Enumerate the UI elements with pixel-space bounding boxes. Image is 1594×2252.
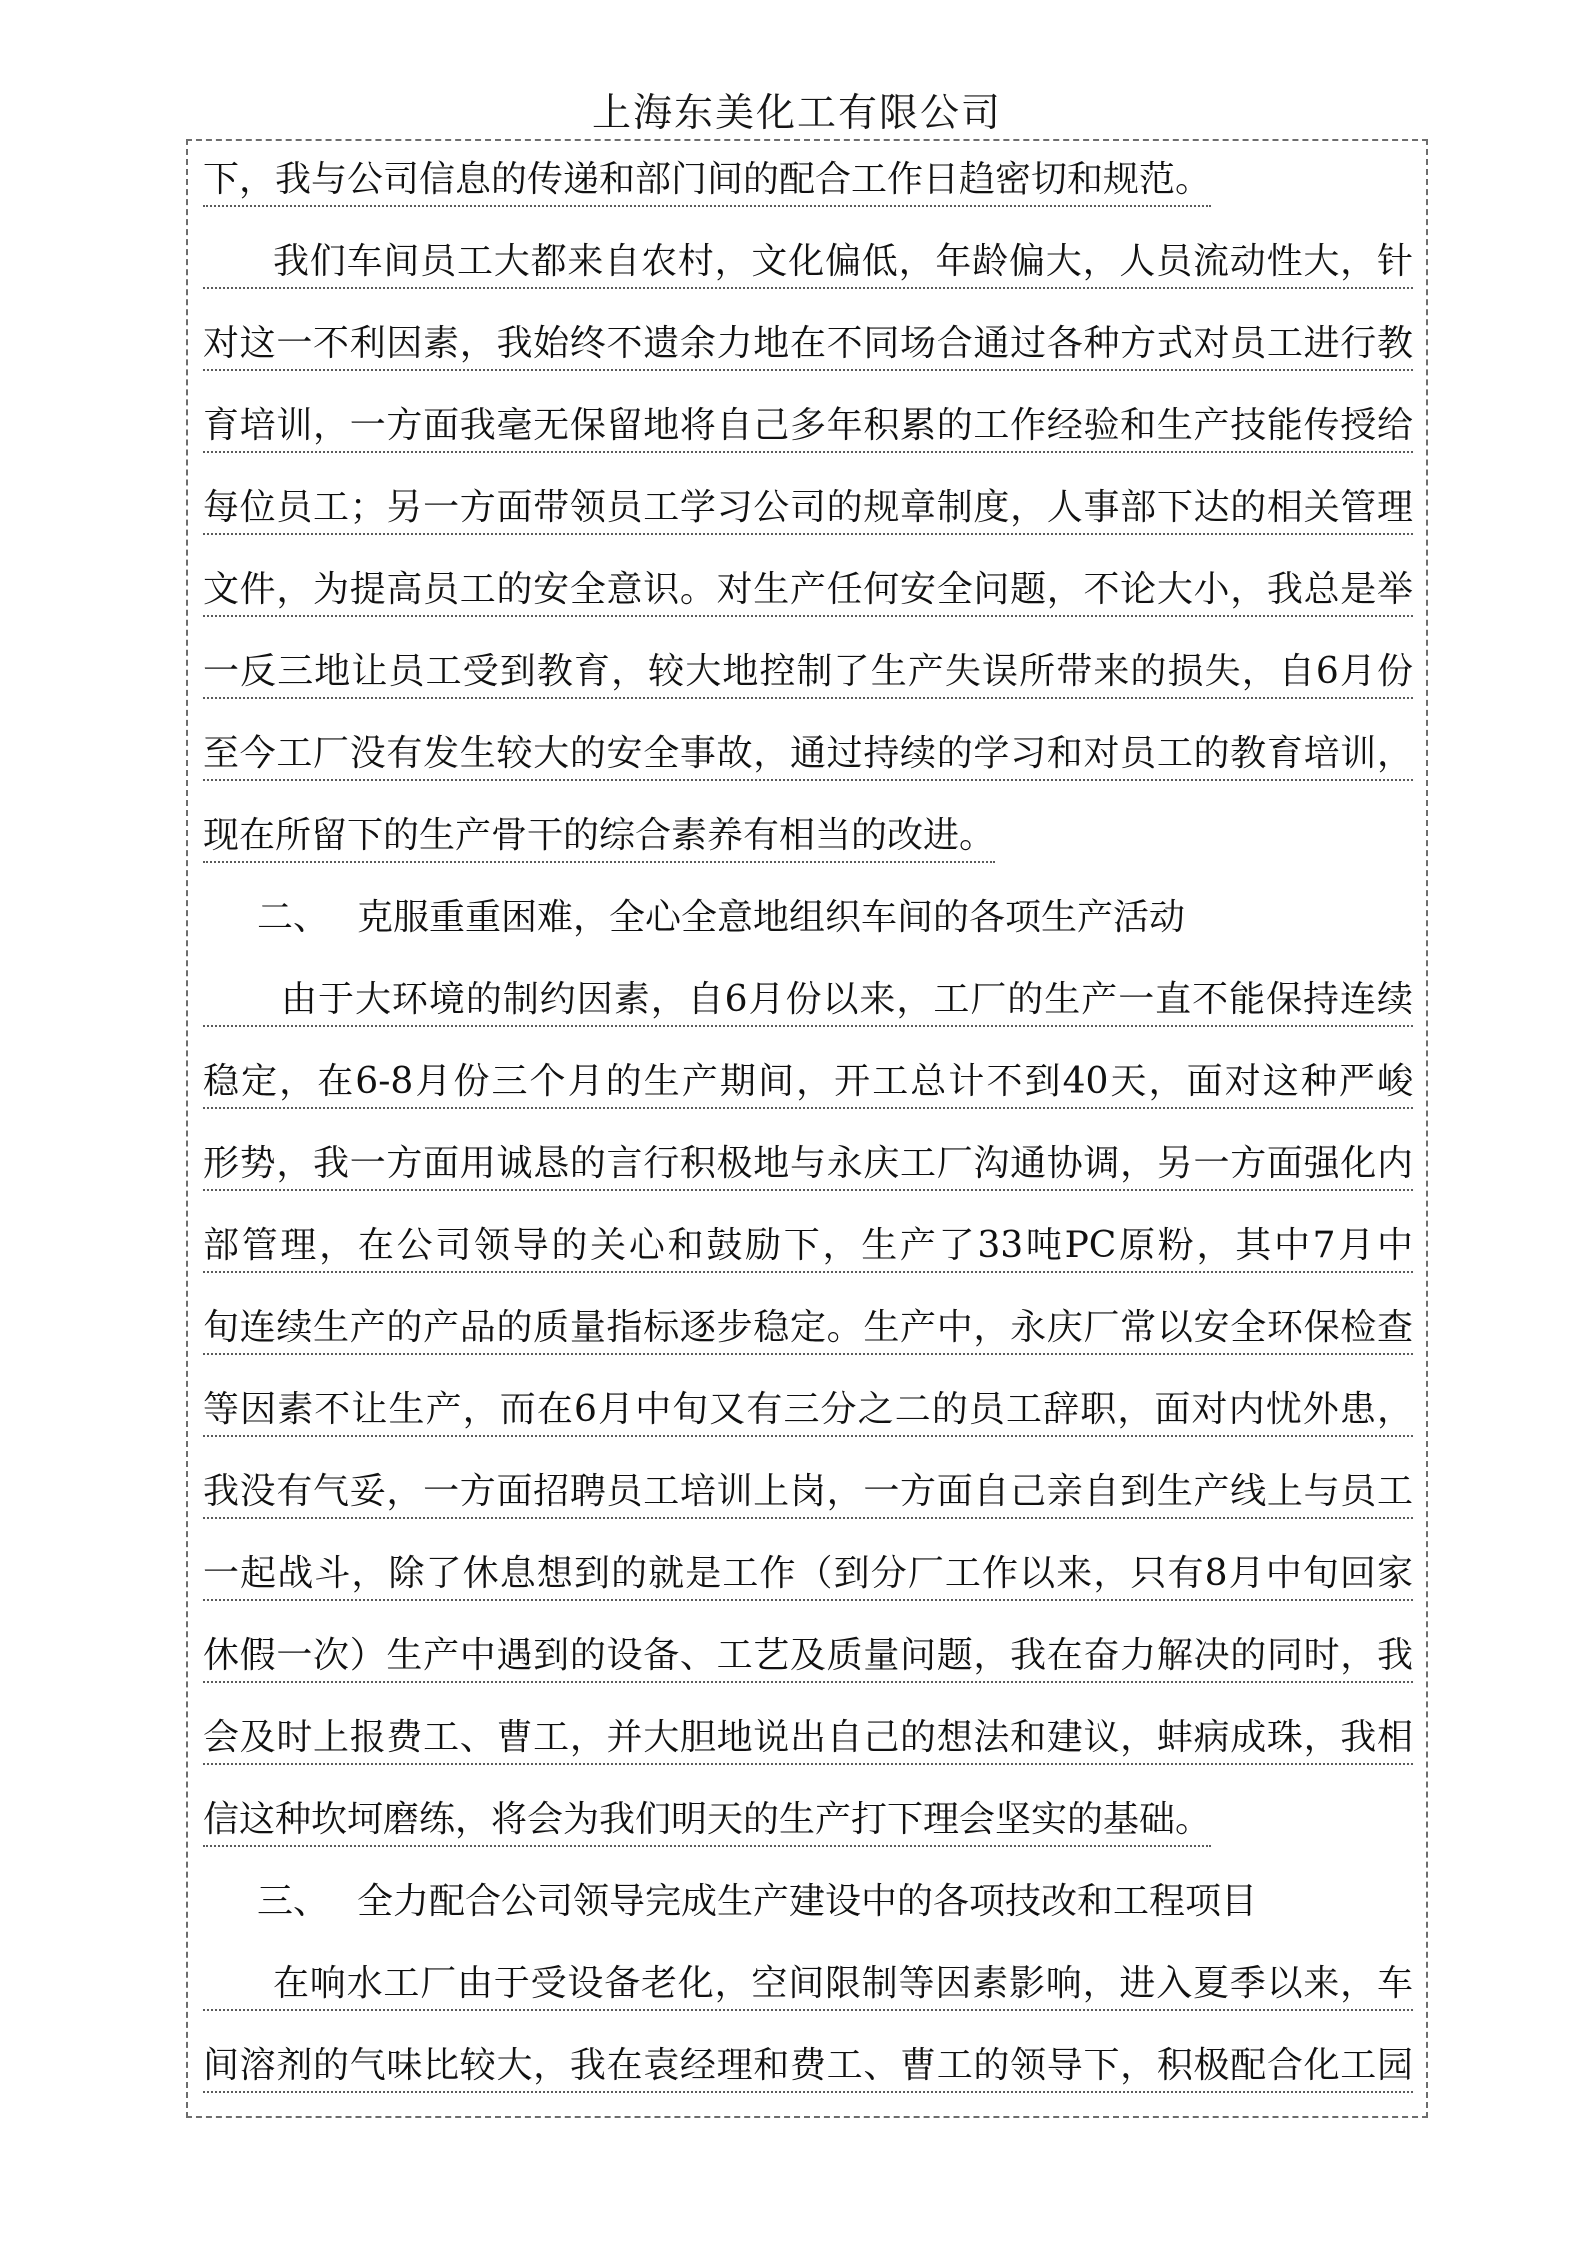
section-title: 克服重重困难，全心全意地组织车间的各项生产活动 (357, 897, 1186, 938)
text-line: 部管理，在公司领导的关心和鼓励下，生产了33吨PC原粉，其中7月中 (203, 1221, 1413, 1273)
section-number: 三、 (257, 1881, 330, 1922)
text-line: 休假一次）生产中遇到的设备、工艺及质量问题，我在奋力解决的同时，我 (203, 1631, 1413, 1683)
text-line: 至今工厂没有发生较大的安全事故，通过持续的学习和对员工的教育培训， (203, 729, 1413, 781)
paragraph-start-line: 我们车间员工大都来自农村，文化偏低，年龄偏大，人员流动性大，针 (203, 237, 1413, 289)
text-line: 育培训，一方面我毫无保留地将自己多年积累的工作经验和生产技能传授给 (203, 401, 1413, 453)
paragraph-start-line: 在响水工厂由于受设备老化，空间限制等因素影响，进入夏季以来，车 (203, 1959, 1413, 2011)
company-header: 上海东美化工有限公司 (591, 91, 1002, 136)
section-number: 二、 (257, 897, 330, 938)
text-line: 现在所留下的生产骨干的综合素养有相当的改进。 (203, 811, 995, 863)
text-line: 信这种坎坷磨练，将会为我们明天的生产打下理会坚实的基础。 (203, 1795, 1211, 1847)
text-line: 我没有气妥，一方面招聘员工培训上岗，一方面自己亲自到生产线上与员工 (203, 1467, 1413, 1519)
text-line: 对这一不利因素，我始终不遗余力地在不同场合通过各种方式对员工进行教 (203, 319, 1413, 371)
text-line: 文件，为提高员工的安全意识。对生产任何安全问题，不论大小，我总是举 (203, 565, 1413, 617)
section-heading-two (257, 893, 1185, 943)
section-heading-three (257, 1877, 1257, 1927)
text-line: 间溶剂的气味比较大，我在袁经理和费工、曹工的领导下，积极配合化工园 (203, 2041, 1413, 2093)
text-line: 一起战斗，除了休息想到的就是工作（到分厂工作以来，只有8月中旬回家 (203, 1549, 1413, 1601)
text-line: 形势，我一方面用诚恳的言行积极地与永庆工厂沟通协调，另一方面强化内 (203, 1139, 1413, 1191)
text-line: 等因素不让生产，而在6月中旬又有三分之二的员工辞职，面对内忧外患， (203, 1385, 1413, 1437)
text-line: 一反三地让员工受到教育，较大地控制了生产失误所带来的损失，自6月份 (203, 647, 1413, 699)
text-line: 下，我与公司信息的传递和部门间的配合工作日趋密切和规范。 (203, 155, 1211, 207)
paragraph-start-line: 由于大环境的制约因素，自6月份以来，工厂的生产一直不能保持连续 (203, 975, 1413, 1027)
text-line: 每位员工；另一方面带领员工学习公司的规章制度，人事部下达的相关管理 (203, 483, 1413, 535)
section-title: 全力配合公司领导完成生产建设中的各项技改和工程项目 (357, 1881, 1258, 1922)
text-line: 会及时上报费工、曹工，并大胆地说出自己的想法和建议，蚌病成珠，我相 (203, 1713, 1413, 1765)
text-line: 稳定，在6-8月份三个月的生产期间，开工总计不到40天，面对这种严峻 (203, 1057, 1413, 1109)
text-line: 旬连续生产的产品的质量指标逐步稳定。生产中，永庆厂常以安全环保检查 (203, 1303, 1413, 1355)
